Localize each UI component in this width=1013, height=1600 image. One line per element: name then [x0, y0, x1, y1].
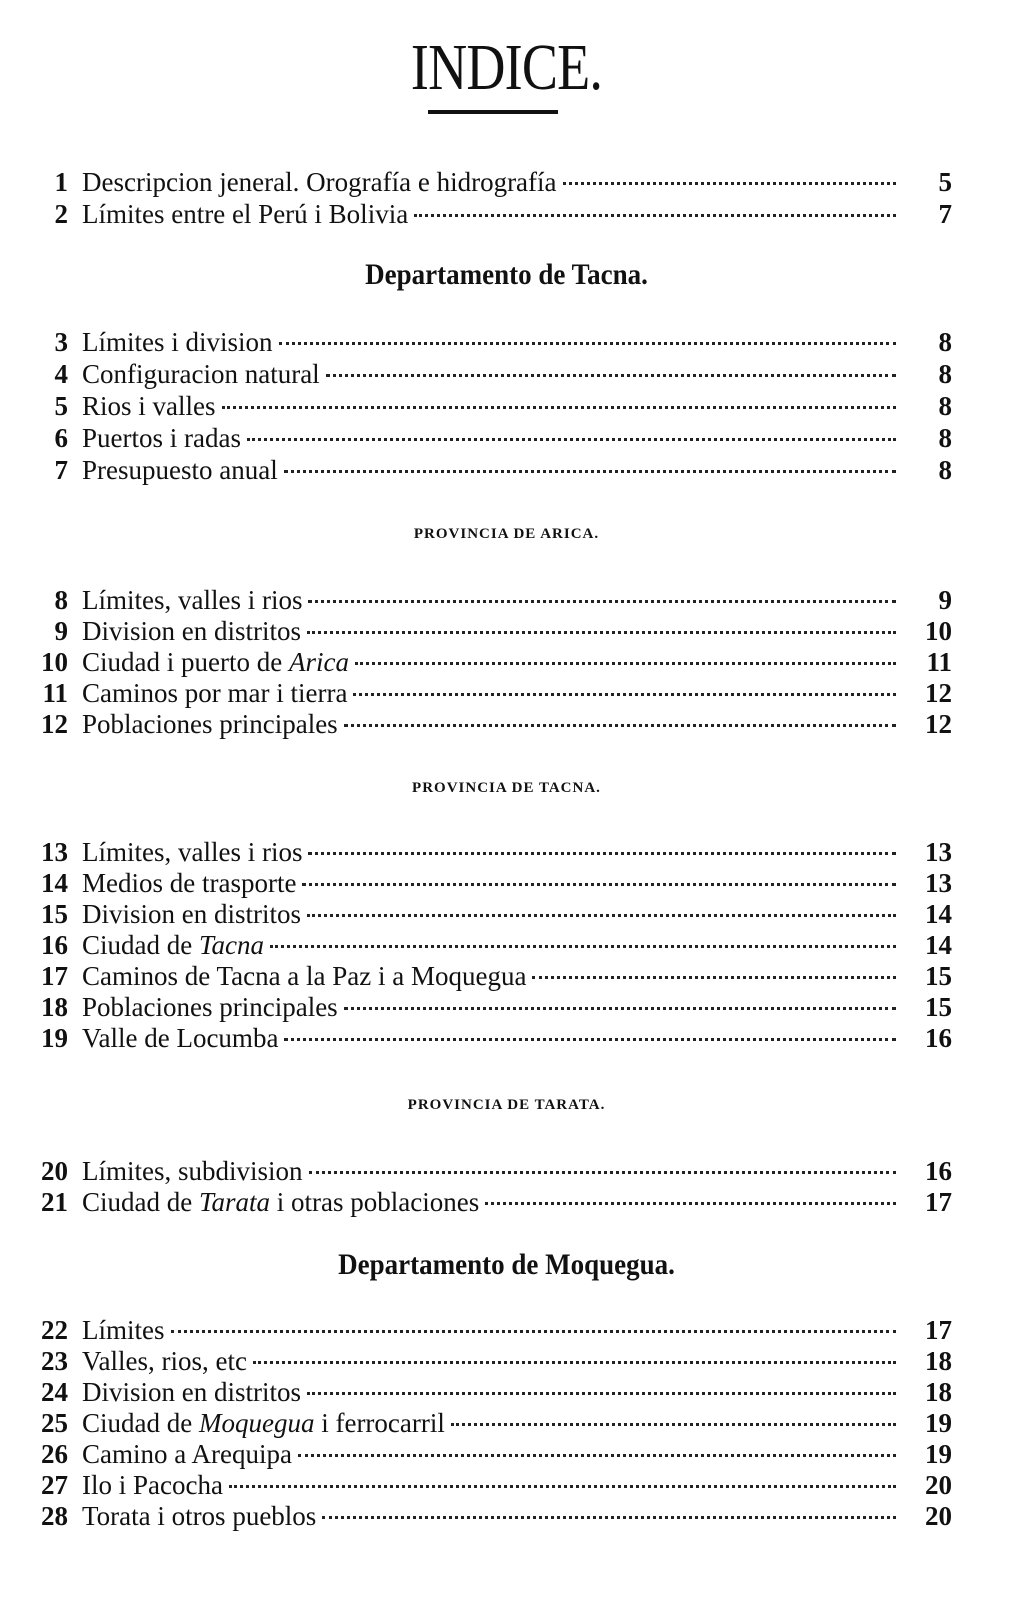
- entry-page: 8: [938, 391, 952, 421]
- leader-dots: [322, 1514, 896, 1519]
- entry-number: 8: [54, 585, 68, 615]
- entry-label: Descripcion jeneral. Orografía e hidrografía: [82, 167, 557, 197]
- entry-page: 20: [925, 1470, 952, 1500]
- index-entry: [22, 1376, 952, 1408]
- entry-page: 10: [925, 616, 952, 646]
- index-entry: [22, 867, 952, 899]
- leader-dots: [222, 404, 897, 409]
- entry-page: 9: [938, 585, 952, 615]
- entry-label: Puertos i radas: [82, 423, 241, 453]
- entry-number: 25: [41, 1408, 68, 1438]
- entry-number: 9: [54, 616, 68, 646]
- index-entry: [22, 929, 952, 961]
- entry-page: 15: [925, 992, 952, 1022]
- entry-page: 8: [938, 455, 952, 485]
- entry-label: Configuracion natural: [82, 359, 320, 389]
- entry-number: 12: [41, 709, 68, 739]
- entry-label-text: Ciudad de: [82, 930, 199, 960]
- department-heading-tacna: Departamento de Tacna.: [365, 258, 648, 291]
- entry-label: Caminos de Tacna a la Paz i a Moquegua: [82, 961, 527, 991]
- entry-label: Medios de trasporte: [82, 868, 297, 898]
- entry-number: 10: [41, 647, 68, 677]
- entry-label-text: Ciudad i puerto de: [82, 647, 289, 677]
- entry-page: 7: [938, 199, 952, 229]
- leader-dots: [355, 660, 896, 665]
- leader-dots: [451, 1421, 896, 1426]
- index-entry: [22, 326, 952, 358]
- entry-label-text: Ciudad de: [82, 1187, 199, 1217]
- leader-dots: [270, 943, 896, 948]
- leader-dots: [171, 1328, 897, 1333]
- entry-number: 13: [41, 837, 68, 867]
- leader-dots: [344, 722, 896, 727]
- entry-number: 6: [54, 423, 68, 453]
- index-entry: [22, 646, 952, 678]
- index-entry: [22, 454, 952, 486]
- entry-page: 11: [926, 647, 952, 677]
- entry-page: 20: [925, 1501, 952, 1531]
- leader-dots: [307, 1390, 896, 1395]
- entry-number: 1: [54, 167, 68, 197]
- index-entry: [22, 1155, 952, 1187]
- entry-number: 16: [41, 930, 68, 960]
- index-entry: [22, 1314, 952, 1346]
- entry-label: Rios i valles: [82, 391, 216, 421]
- entry-number: 15: [41, 899, 68, 929]
- entry-label: Division en distritos: [82, 616, 302, 646]
- leader-dots: [298, 1452, 896, 1457]
- index-entry: [22, 677, 952, 709]
- leader-dots: [302, 881, 896, 886]
- entry-label-italic: Tarata: [198, 1187, 271, 1217]
- entry-page: 18: [925, 1346, 952, 1376]
- index-entry: [22, 1407, 952, 1439]
- entry-number: 21: [41, 1187, 68, 1217]
- index-entry: [22, 390, 952, 422]
- province-heading-tacna: PROVINCIA DE TACNA.: [412, 780, 601, 796]
- entry-number: 14: [41, 868, 68, 898]
- entry-page: 19: [925, 1439, 952, 1469]
- entry-label-italic: Moquegua: [198, 1408, 315, 1438]
- leader-dots: [308, 850, 896, 855]
- entry-page: 13: [925, 868, 952, 898]
- entry-label: Valle de Locumba: [82, 1023, 279, 1053]
- entry-page: 14: [925, 899, 952, 929]
- leader-dots: [532, 974, 896, 979]
- entry-number: 24: [41, 1377, 68, 1407]
- leader-dots: [253, 1359, 896, 1364]
- entry-page: 17: [925, 1315, 952, 1345]
- entry-number: 18: [41, 992, 68, 1022]
- entry-label-text: i otras poblaciones: [270, 1187, 480, 1217]
- entry-label: Division en distritos: [82, 899, 302, 929]
- entry-page: 12: [925, 709, 952, 739]
- province-heading-tarata: PROVINCIA DE TARATA.: [407, 1097, 606, 1113]
- entry-page: 8: [938, 327, 952, 357]
- index-entry: [22, 422, 952, 454]
- index-entry: [22, 1186, 952, 1218]
- entry-label: Caminos por mar i tierra: [82, 678, 348, 708]
- entry-label: Torata i otros pueblos: [82, 1501, 317, 1531]
- entry-page: 5: [938, 167, 952, 197]
- leader-dots: [485, 1200, 896, 1205]
- entry-number: 17: [41, 961, 68, 991]
- leader-dots: [307, 912, 896, 917]
- entry-label: Camino a Arequipa: [82, 1439, 292, 1469]
- leader-dots: [353, 691, 896, 696]
- leader-dots: [247, 436, 896, 441]
- leader-dots: [326, 372, 896, 377]
- index-entry: [22, 358, 952, 390]
- entry-label: Ilo i Pacocha: [82, 1470, 223, 1500]
- entry-page: 19: [925, 1408, 952, 1438]
- entry-label-italic: Arica: [288, 647, 349, 677]
- entry-label: Presupuesto anual: [82, 455, 278, 485]
- entry-number: 27: [41, 1470, 68, 1500]
- index-entry: [22, 1438, 952, 1470]
- entry-label-text: i ferrocarril: [314, 1408, 445, 1438]
- entry-page: 16: [925, 1156, 952, 1186]
- index-entry: [22, 708, 952, 740]
- entry-label: Límites: [82, 1315, 165, 1345]
- index-entry: [22, 615, 952, 647]
- entry-number: 23: [41, 1346, 68, 1376]
- department-heading-moquegua: Departamento de Moquegua.: [338, 1248, 675, 1281]
- entry-page: 13: [925, 837, 952, 867]
- leader-dots: [308, 598, 896, 603]
- entry-label: Límites, valles i rios: [82, 837, 303, 867]
- title-rule: [428, 110, 558, 114]
- index-entry: [22, 166, 952, 198]
- entry-label: Poblaciones principales: [82, 992, 338, 1022]
- entry-label: [82, 929, 264, 961]
- entry-page: 8: [938, 359, 952, 389]
- index-entry: [22, 898, 952, 930]
- entry-number: 11: [42, 678, 68, 708]
- entry-label: Poblaciones principales: [82, 709, 338, 739]
- leader-dots: [309, 1169, 896, 1174]
- entry-number: 7: [54, 455, 68, 485]
- entry-label: [82, 1186, 479, 1218]
- leader-dots: [284, 1036, 896, 1041]
- leader-dots: [414, 212, 896, 217]
- entry-label: Límites, subdivision: [82, 1156, 303, 1186]
- entry-number: 5: [54, 391, 68, 421]
- entry-page: 8: [938, 423, 952, 453]
- index-entry: [22, 1469, 952, 1501]
- entry-label: Límites, valles i rios: [82, 585, 303, 615]
- province-heading-arica: PROVINCIA DE ARICA.: [413, 526, 600, 542]
- entry-number: 22: [41, 1315, 68, 1345]
- entry-number: 4: [54, 359, 68, 389]
- index-entry: [22, 960, 952, 992]
- index-entry: [22, 198, 952, 230]
- index-entry: [22, 1345, 952, 1377]
- leader-dots: [229, 1483, 896, 1488]
- leader-dots: [284, 468, 896, 473]
- entry-number: 20: [41, 1156, 68, 1186]
- entry-label-italic: Tacna: [198, 930, 265, 960]
- entry-number: 3: [54, 327, 68, 357]
- index-entry: [22, 1500, 952, 1532]
- entry-label: Límites i division: [82, 327, 273, 357]
- entry-label: Valles, rios, etc: [82, 1346, 247, 1376]
- entry-page: 15: [925, 961, 952, 991]
- leader-dots: [307, 629, 896, 634]
- entry-page: 17: [925, 1187, 952, 1217]
- entry-label-text: Ciudad de: [82, 1408, 199, 1438]
- index-entry: [22, 991, 952, 1023]
- index-entry: [22, 1022, 952, 1054]
- entry-number: 26: [41, 1439, 68, 1469]
- entry-label: Division en distritos: [82, 1377, 302, 1407]
- entry-page: 14: [925, 930, 952, 960]
- leader-dots: [279, 340, 896, 345]
- entry-label: Límites entre el Perú i Bolivia: [82, 199, 409, 229]
- entry-number: 19: [41, 1023, 68, 1053]
- entry-label: [82, 646, 349, 678]
- entry-page: 12: [925, 678, 952, 708]
- index-entry: [22, 584, 952, 616]
- page-title: INDICE.: [410, 31, 603, 104]
- leader-dots: [344, 1005, 896, 1010]
- entry-number: 28: [41, 1501, 68, 1531]
- index-entry: [22, 836, 952, 868]
- entry-page: 18: [925, 1377, 952, 1407]
- entry-label: [82, 1407, 445, 1439]
- leader-dots: [563, 180, 896, 185]
- entry-number: 2: [54, 199, 68, 229]
- entry-page: 16: [925, 1023, 952, 1053]
